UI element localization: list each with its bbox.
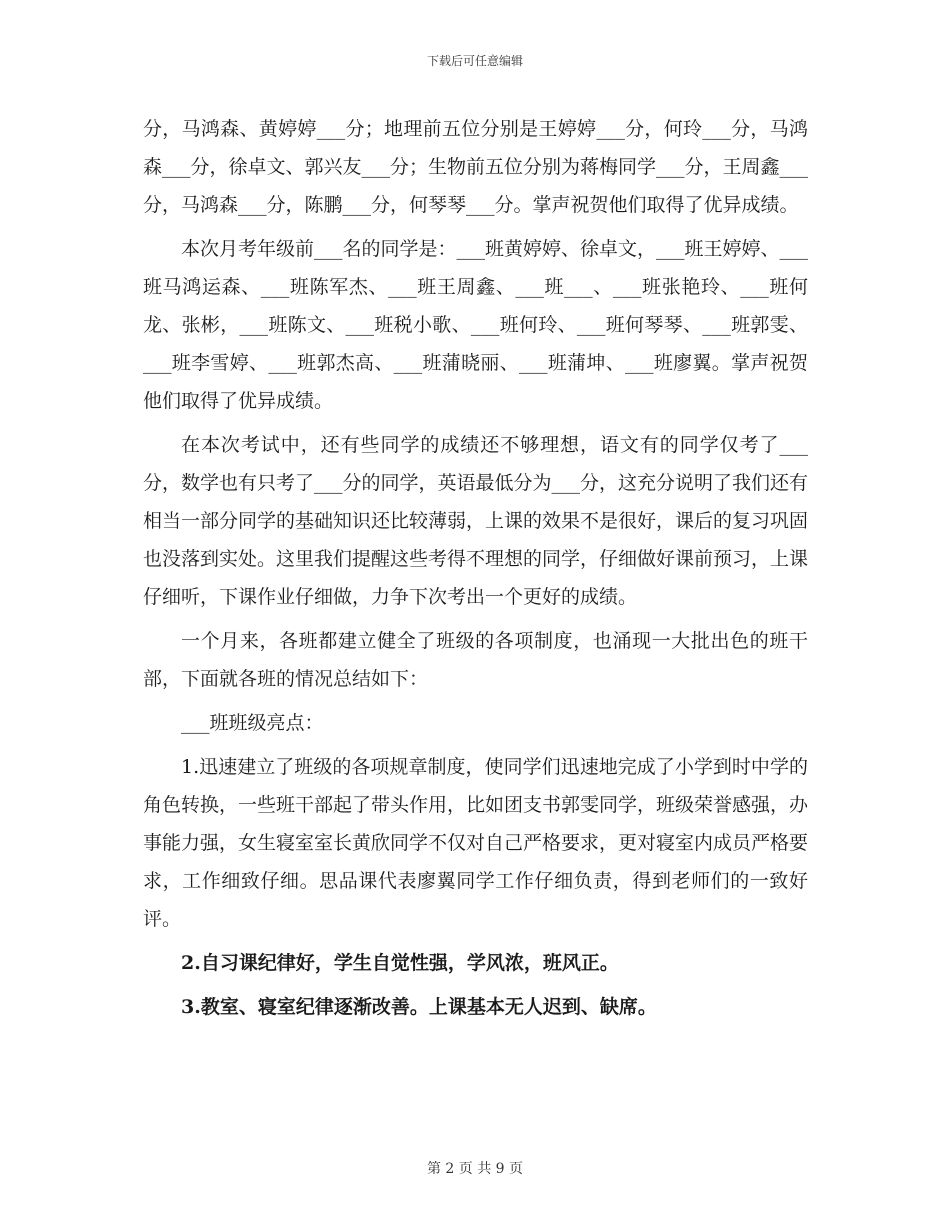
document-body xyxy=(143,110,808,1032)
paragraph-top-students: 本次月考年级前___名的同学是：___班黄婷婷、徐卓文，___班王婷婷、___班马鸿运森、___班陈军杰、___班王周鑫、___班___、___班张艳玲、___班何龙、张彬，___班陈文、___班税小歌、___班何玲、___班何琴琴、___班郭雯、___班李雪婷、___班郭杰高、___班蒲晓丽、___班蒲坤、___班廖翼。掌声祝贺他们取得了优异成绩。 xyxy=(143,238,809,412)
paragraph-class-highlights-heading: ___班班级亮点： xyxy=(181,712,324,734)
paragraph-highlight-3: 3.教室、寝室纪律逐渐改善。上课基本无人迟到、缺席。 xyxy=(181,996,657,1018)
paragraph-highlight-1: 1.迅速建立了班级的各项规章制度，使同学们迅速地完成了小学到时中学的角色转换，一些班干部起了带头作用，比如团支书郭雯同学，班级荣誉感强，办事能力强，女生寝室室长黄欣同学不仅对自己严格要求，更对寝室内成员严格要求，工作细致仔细。思品课代表廖翼同学工作仔细负责，得到老师们的一致好评。 xyxy=(143,756,809,930)
paragraph-class-systems: 一个月来，各班都建立健全了班级的各项制度，也涌现一大批出色的班干部，下面就各班的情况总结如下： xyxy=(143,630,808,690)
paragraph-highlight-2: 2.自习课纪律好，学生自觉性强，学风浓，班风正。 xyxy=(181,952,619,974)
paragraph-scores-continued: 分，马鸿森、黄婷婷___分；地理前五位分别是王婷婷___分，何玲___分，马鸿森___分，徐卓文、郭兴友___分；生物前五位分别为蒋梅同学___分，王周鑫___分，马鸿森___分，陈鹏___分，何琴琴___分。掌声祝贺他们取得了优异成绩。 xyxy=(143,118,809,216)
page-footer: 第 2 页 共 9 页 xyxy=(426,1161,524,1177)
page-header: 下载后可任意编辑 xyxy=(426,54,523,68)
paragraph-low-scores: 在本次考试中，还有些同学的成绩还不够理想，语文有的同学仅考了___分，数学也有只考了___分的同学，英语最低分为___分，这充分说明了我们还有相当一部分同学的基础知识还比较薄弱，上课的效果不是很好，课后的复习巩固也没落到实处。这里我们提醒这些考得不理想的同学，仔细做好课前预习，上课仔细听，下课作业仔细做，力争下次考出一个更好的成绩。 xyxy=(143,434,809,608)
